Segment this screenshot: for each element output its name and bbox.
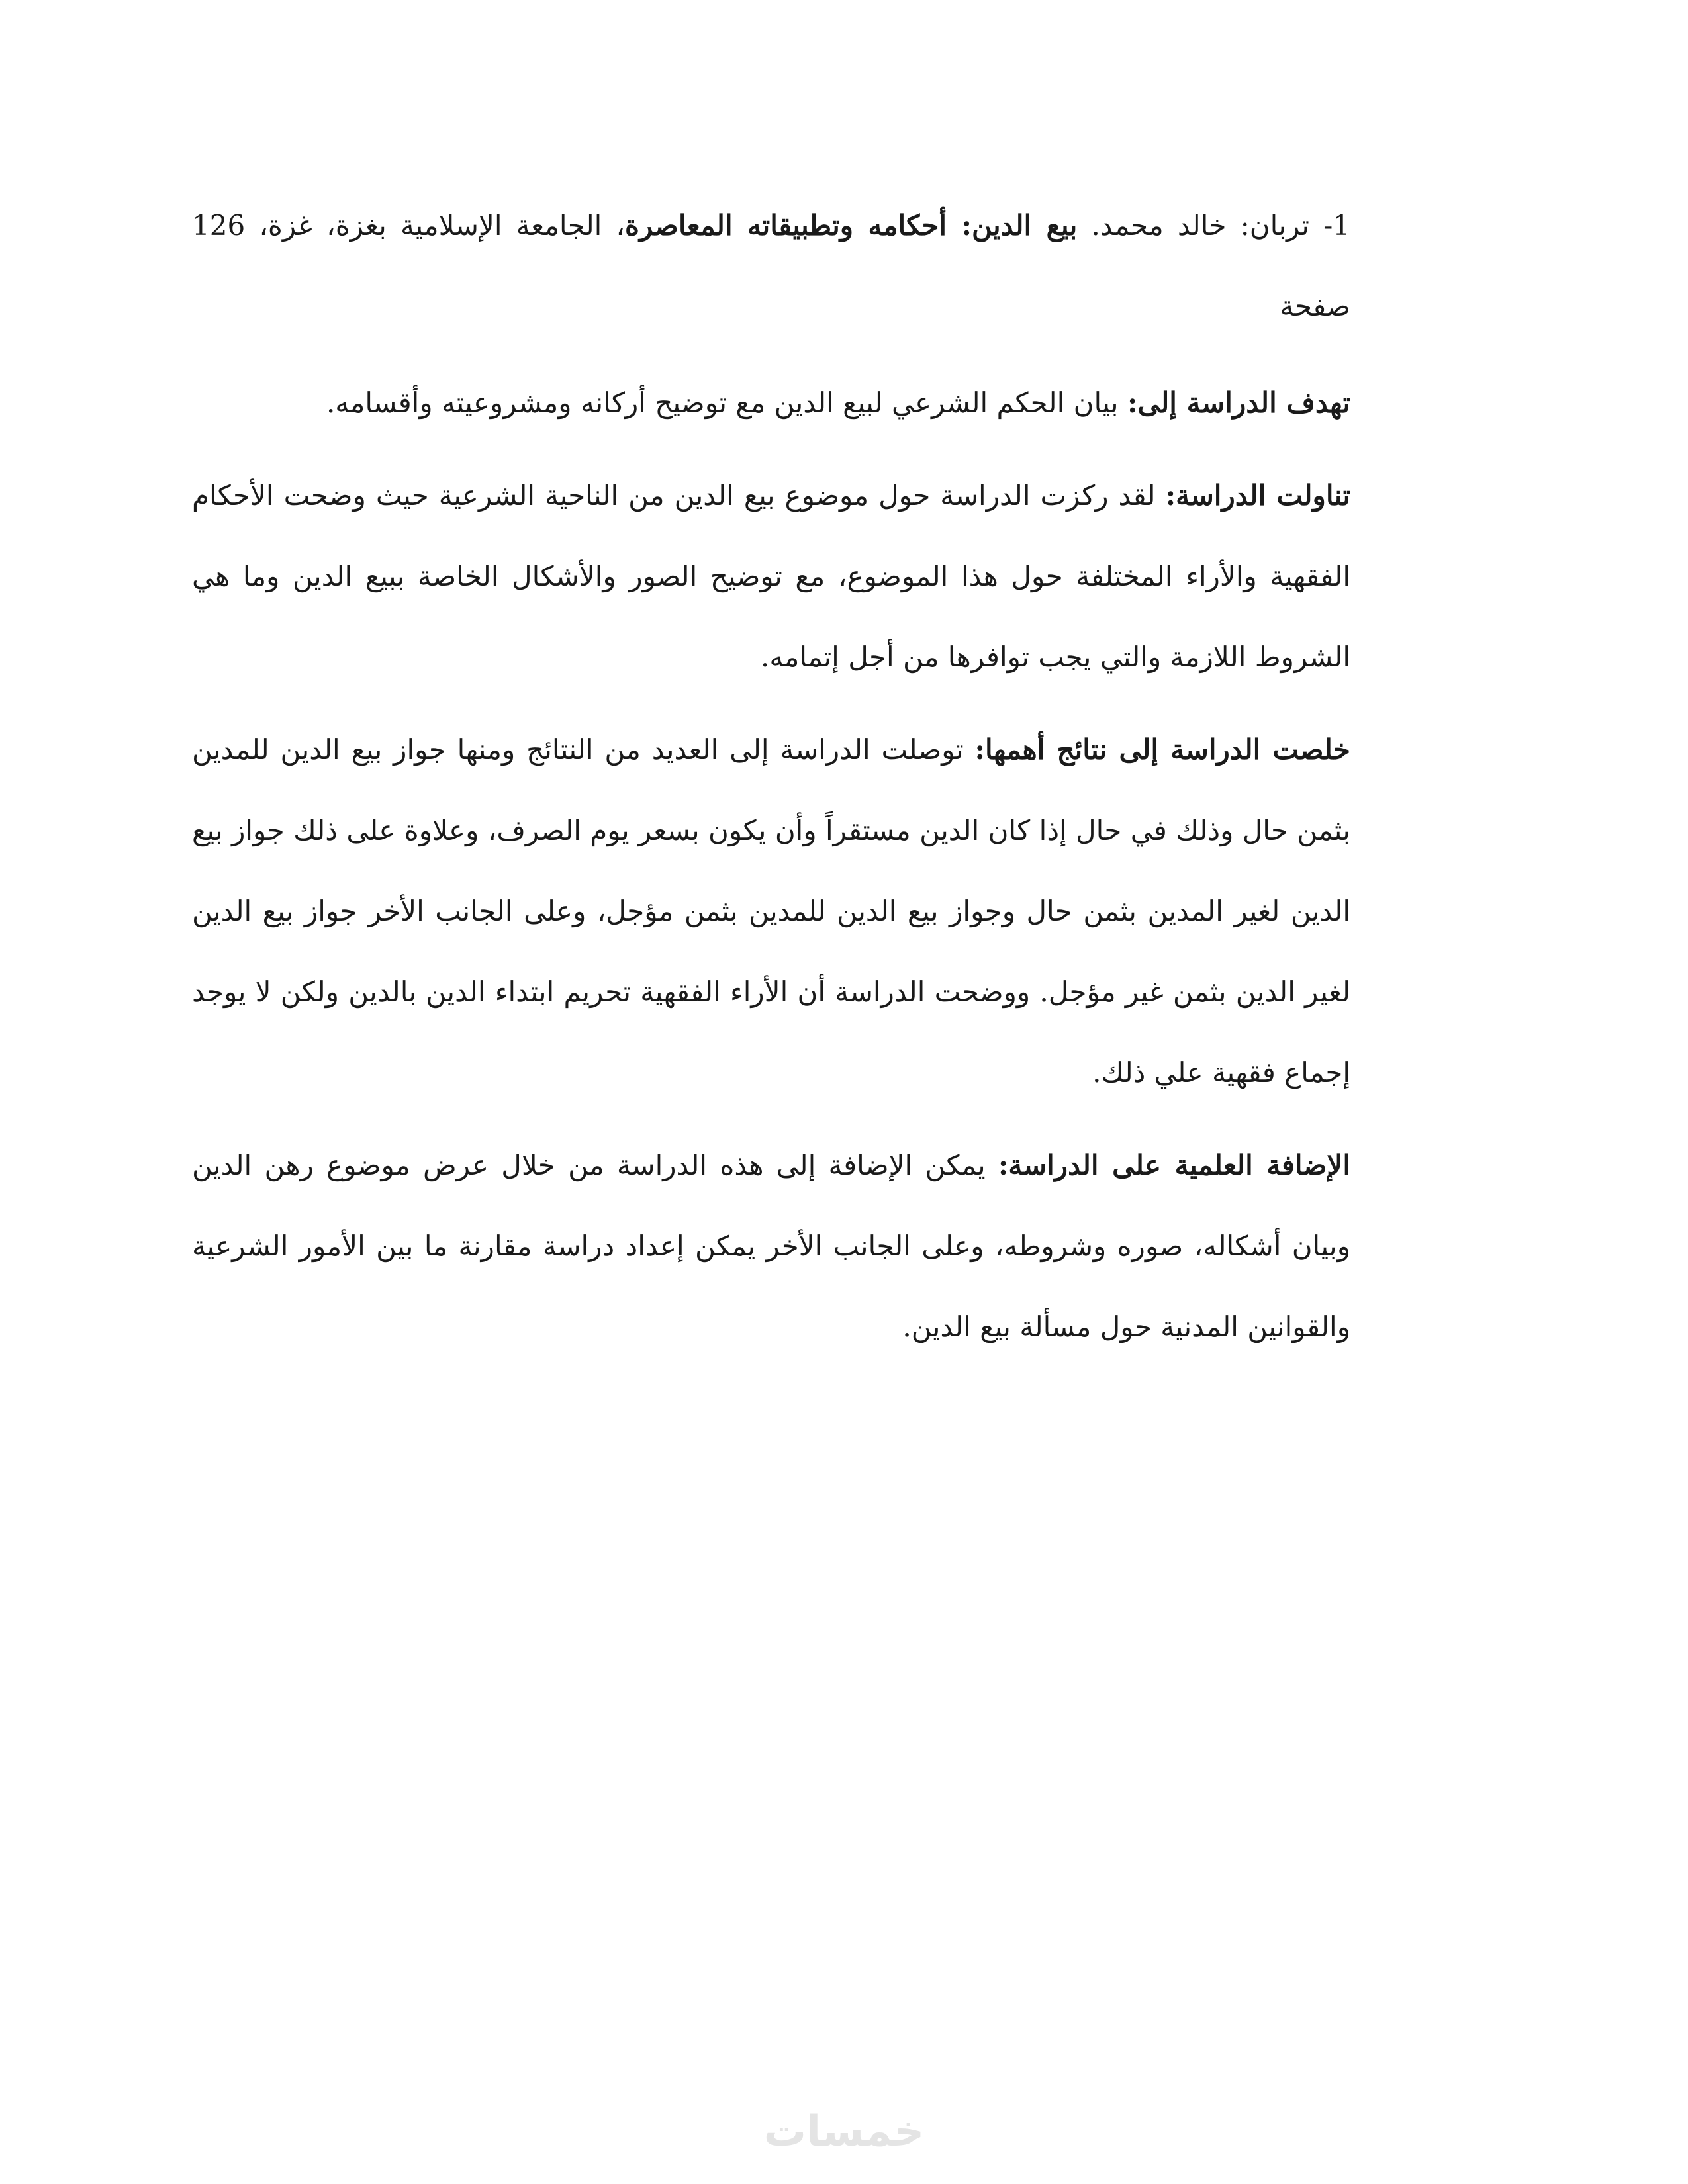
svg-text:خمسات: خمسات: [763, 2107, 925, 2156]
reference-title: بيع الدين: أحكامه وتطبيقاته المعاصرة: [624, 209, 1078, 242]
section-text: بيان الحكم الشرعي لبيع الدين مع توضيح أركانه ومشروعيته وأقسامه.: [326, 387, 1119, 419]
document-body: [192, 185, 1350, 1379]
section-text: لقد ركزت الدراسة حول موضوع بيع الدين من الناحية الشرعية حيث وضحت الأحكام الفقهية والأراء المختلفة حول هذا الموضوع، مع توضيح الصور والأشكال الخاصة ببيع الدين وما هي الشروط اللازمة والتي يجب توافرها من أجل إتمامه.: [192, 479, 1350, 673]
section-label: الإضافة العلمية على الدراسة:: [998, 1149, 1350, 1181]
section-contribution: [192, 1125, 1350, 1367]
section-aim: [192, 363, 1350, 443]
section-results: [192, 709, 1350, 1113]
section-text: يمكن الإضافة إلى هذه الدراسة من خلال عرض موضوع رهن الدين وبيان أشكاله، صوره وشروطه، وعلى الجانب الأخر يمكن إعداد دراسة مقارنة ما بين الأمور الشرعية والقوانين المدنية حول مسألة بيع الدين.: [192, 1149, 1350, 1343]
section-scope: [192, 455, 1350, 698]
section-label: تناولت الدراسة:: [1165, 479, 1350, 512]
section-label: تهدف الدراسة إلى:: [1127, 387, 1350, 419]
reference-number: 1: [1333, 209, 1351, 242]
reference-author: تربان: خالد محمد.: [1091, 209, 1309, 242]
reference-publisher: ، الجامعة الإسلامية بغزة، غزة،: [259, 209, 625, 242]
reference-pages: 126 صفحة: [192, 209, 1350, 322]
section-label: خلصت الدراسة إلى نتائج أهمها:: [974, 733, 1350, 766]
section-text: توصلت الدراسة إلى العديد من النتائج ومنها جواز بيع الدين للمدين بثمن حال وذلك في حال إذا كان الدين مستقراً وأن يكون بسعر يوم الصرف، وعلاوة على ذلك جواز بيع الدين لغير المدين بثمن حال وجواز بيع الدين للمدين بثمن مؤجل، وعلى الجانب الأخر جواز بيع الدين لغير الدين بثمن غير مؤجل. ووضحت الدراسة أن الأراء الفقهية تحريم ابتداء الدين بالدين ولكن لا يوجد إجماع فقهية علي ذلك.: [192, 733, 1350, 1089]
khamsat-watermark-logo: [743, 2105, 945, 2158]
reference-dash: -: [1323, 209, 1333, 242]
reference-entry: [192, 185, 1350, 347]
